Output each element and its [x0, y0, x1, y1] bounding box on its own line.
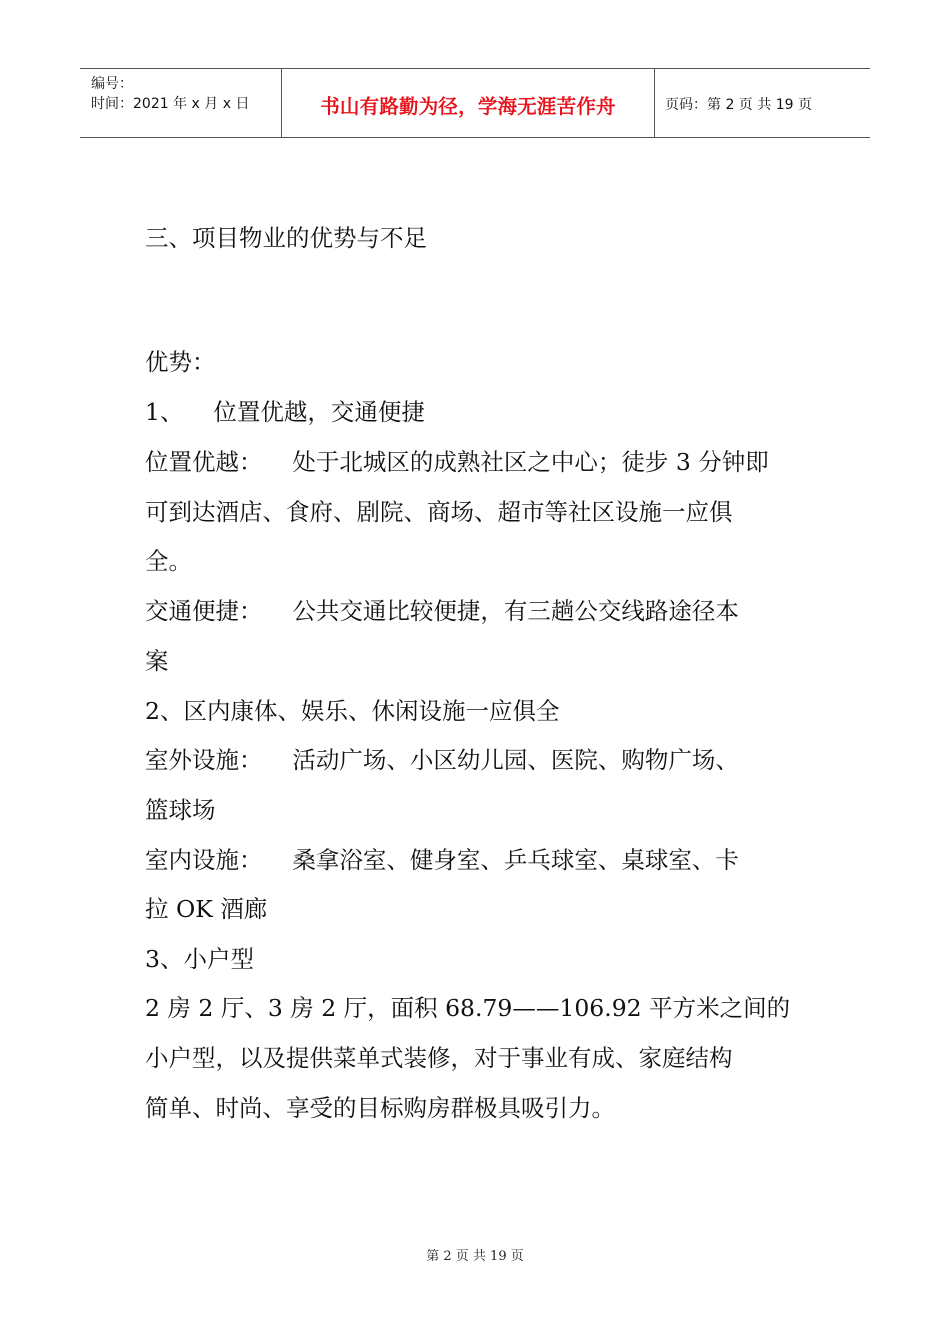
body-line: 室外设施： 活动广场、小区幼儿园、医院、购物广场、: [145, 746, 739, 774]
body-line: 小户型，以及提供菜单式装修，对于事业有成、家庭结构: [145, 1044, 733, 1072]
section-title: 三、项目物业的优势与不足: [145, 224, 427, 252]
body-line: 室内设施： 桑拿浴室、健身室、乒乓球室、桌球室、卡: [145, 846, 739, 874]
body-line: 全。: [145, 547, 192, 575]
header-meta-cell: [80, 69, 282, 137]
motto-text: 书山有路勤为径，学海无涯苦作舟: [320, 95, 616, 118]
body-line: 1、 位置优越，交通便捷: [145, 398, 425, 426]
body-line: 2、区内康体、娱乐、休闲设施一应俱全: [145, 697, 560, 725]
body-line: 位置优越： 处于北城区的成熟社区之中心；徒步 3 分钟即: [145, 448, 769, 476]
body-line: 案: [145, 647, 169, 675]
body-line: 拉 OK 酒廊: [145, 895, 268, 923]
body-line: 可到达酒店、食府、剧院、商场、超市等社区设施一应俱: [145, 498, 733, 526]
body-line: 简单、时尚、享受的目标购房群极具吸引力。: [145, 1094, 615, 1122]
page-header: [80, 68, 870, 138]
header-motto-cell: [282, 69, 655, 137]
body-line: 2 房 2 厅、3 房 2 厅，面积 68.79——106.92 平方米之间的: [145, 994, 791, 1022]
page-footer: 第 2 页 共 19 页: [426, 1249, 524, 1264]
header-page-cell: [655, 69, 870, 137]
code-label: 编号：: [91, 76, 133, 92]
time-label: 时间：2021 年 x 月 x 日: [91, 96, 250, 112]
body-line: 篮球场: [145, 796, 216, 824]
body-line: 交通便捷： 公共交通比较便捷，有三趟公交线路途径本: [145, 597, 739, 625]
header-page-info: 页码：第 2 页 共 19 页: [665, 97, 812, 113]
body-line: 3、小户型: [145, 945, 254, 973]
body-line: 优势：: [145, 348, 216, 376]
